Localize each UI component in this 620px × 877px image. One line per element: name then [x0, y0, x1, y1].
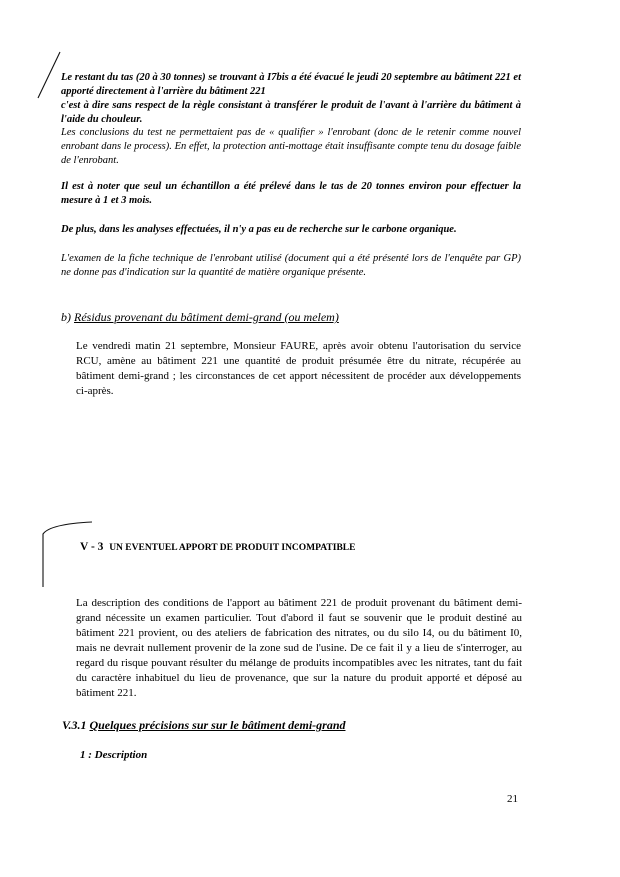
- subsection-1-heading: 1 : Description: [80, 749, 148, 761]
- section-v31-heading: V.3.1 Quelques précisions sur sur le bâtiment demi-grand: [62, 718, 346, 732]
- paragraph-test-conclusions: Les conclusions du test ne permettaient pas de « qualifier » l'enrobant (donc de le retenir comme nouvel enrobant dans le process). En effet, la protection anti-mottage était insuffisante compte tenu du dosage faible de l'enrobant.: [61, 127, 521, 166]
- margin-slash-mark: [38, 52, 60, 98]
- paragraph-evacuation: Le restant du tas (20 à 30 tonnes) se trouvant à I7bis a été évacué le jeudi 20 septembre au bâtiment 221 et apporté directement à l'arrière du bâtiment 221 c'est à dire sans respect de la règle consistant à transférer le produit de l'avant à l'arrière du bâtiment à l'aide du chouleur.: [61, 72, 521, 125]
- paragraph-technical-sheet: L'examen de la fiche technique de l'enrobant utilisé (document qui a été présenté lors de l'enquête par GP) ne donne pas d'indication sur la quantité de matière organique présente.: [61, 253, 521, 278]
- subsection-b-heading: b) Résidus provenant du bâtiment demi-grand (ou melem): [61, 310, 339, 324]
- section-v3-heading: V - 3 UN EVENTUEL APPORT DE PRODUIT INCOMPATIBLE: [80, 541, 356, 553]
- paragraph-carbon-analysis: De plus, dans les analyses effectuées, il n'y a pas eu de recherche sur le carbone organique.: [61, 224, 457, 235]
- margin-bracket-mark: [43, 522, 92, 587]
- page-number: 21: [507, 793, 518, 805]
- paragraph-faure-delivery: Le vendredi matin 21 septembre, Monsieur FAURE, après avoir obtenu l'autorisation du service RCU, amène au bâtiment 221 une quantité de produit présumée être du nitrate, récupérée au bâtiment demi-grand ; les circonstances de cet apport nécessitent de procéder aux développements ci-après.: [76, 340, 521, 397]
- paragraph-delivery-conditions: La description des conditions de l'apport au bâtiment 221 de produit provenant du bâtiment demi-grand nécessite un examen particulier. Tout d'abord il faut se souvenir que le produit destiné au bâtiment 221 provient, ou des ateliers de fabrication des nitrates, ou du silo I4, ou du bâtiment I0, mais ne devrait nullement provenir de la zone sud de l'usine. De ce fait il y a lieu de s'interroger, au regard du risque pouvant résulter du mélange de produits incompatibles avec les nitrates, tant du fait du caractère inhabituel du lieu de provenance, que sur la nature du produit apporté et déposé au bâtiment 221.: [76, 597, 522, 699]
- paragraph-sample-note: Il est à noter que seul un échantillon a été prélevé dans le tas de 20 tonnes environ pour effectuer la mesure à 1 et 3 mois.: [61, 181, 521, 206]
